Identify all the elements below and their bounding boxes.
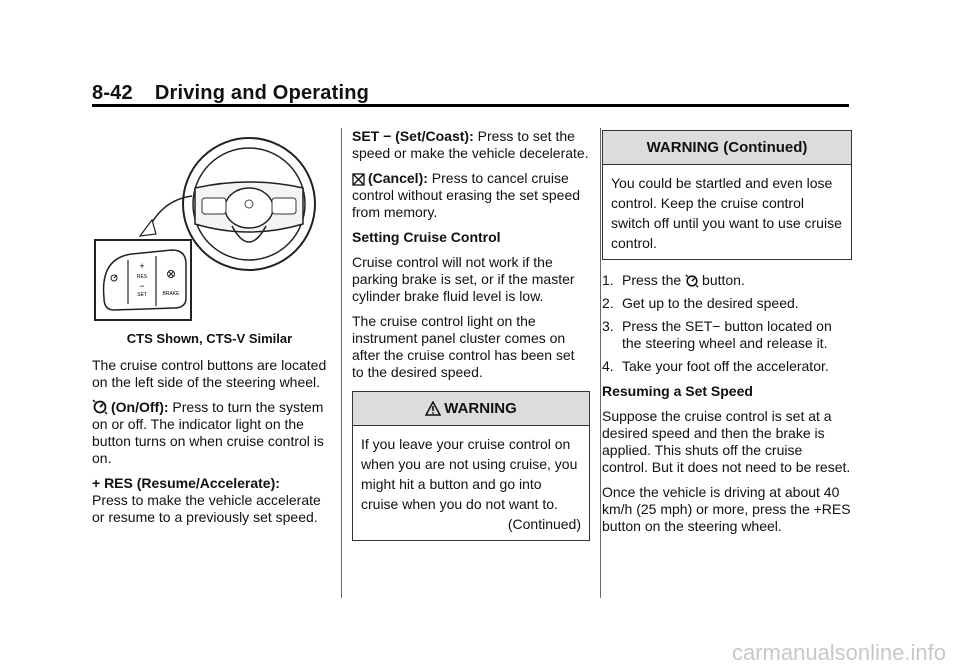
brake-label: BRAKE	[162, 291, 180, 297]
warning-icon	[425, 401, 441, 416]
set-label: SET	[137, 292, 147, 298]
warning-continued-body: You could be startled and even lose control. Keep the cruise control switch off until you want to use cruise control.	[611, 175, 842, 251]
cruise-onoff-icon	[685, 274, 699, 288]
set-paragraph	[352, 128, 590, 162]
step-number: 2.	[602, 295, 614, 311]
onoff-paragraph	[92, 399, 327, 467]
list-item	[602, 358, 852, 375]
step-number: 3.	[602, 318, 614, 334]
column-divider-1	[341, 128, 342, 598]
set-text: Press to set the speed or make the vehicle decelerate.	[352, 128, 589, 161]
warning-body	[353, 426, 589, 540]
steering-wheel-illustration	[92, 128, 327, 324]
warning-continued-box	[602, 130, 852, 260]
resume-paragraph-1: Suppose the cruise control is set at a desired speed and then the brake is applied. This shuts off the cruise control. But it does not need to be reset.	[602, 408, 851, 475]
steering-wheel-drawing	[92, 128, 327, 324]
warning-box	[352, 391, 590, 541]
resume-paragraph-2: Once the vehicle is driving at about 40 km/h (25 mph) or more, press the +RES button on the steering wheel.	[602, 484, 851, 534]
section-title: Driving and Operating	[154, 82, 370, 104]
plus-label: +	[139, 261, 145, 271]
column-2	[352, 128, 590, 553]
step-text-before: Press the	[622, 272, 682, 288]
res-paragraph	[92, 475, 327, 526]
column-3	[602, 128, 852, 543]
cancel-text: Press to cancel cruise control without erasing the set speed from memory.	[352, 170, 581, 220]
set-label-text: SET − (Set/Coast):	[352, 128, 474, 144]
header-rule	[92, 104, 849, 107]
resume-heading: Resuming a Set Speed	[602, 383, 753, 399]
onoff-label: (On/Off):	[111, 399, 169, 415]
warning-continued: (Continued)	[507, 516, 581, 532]
cancel-paragraph	[352, 170, 590, 221]
watermark: carmanualsonline.info	[731, 640, 946, 665]
figure-caption: CTS Shown, CTS-V Similar	[126, 331, 293, 346]
step-text-after: button.	[702, 272, 745, 288]
onoff-text: Press to turn the system on or off. The indicator light on the button turns on when cruise control is on.	[92, 399, 324, 466]
warning-continued-header: WARNING (Continued)	[603, 131, 851, 165]
list-item	[602, 295, 852, 312]
steps-list	[602, 272, 852, 375]
column-divider-2	[600, 128, 601, 598]
setting-paragraph-2: The cruise control light on the instrument panel cluster comes on after the cruise control has been set to the desired speed.	[352, 313, 575, 380]
res-text: Press to make the vehicle accelerate or resume to a previously set speed.	[92, 492, 321, 525]
res-label-text: + RES (Resume/Accelerate):	[92, 475, 280, 491]
warning-title: WARNING	[444, 400, 517, 417]
step-text: Get up to the desired speed.	[622, 295, 799, 311]
step-number: 4.	[602, 358, 614, 374]
setting-heading: Setting Cruise Control	[352, 229, 501, 245]
cancel-label: (Cancel):	[368, 170, 428, 186]
step-text	[622, 272, 745, 289]
warning-text: If you leave your cruise control on when you are not using cruise, you might hit a button and go into cruise when you do not want to.	[361, 436, 578, 512]
step-text: Press the SET− button located on the steering wheel and release it.	[622, 318, 832, 351]
warning-header	[353, 392, 589, 426]
res-label: RES	[136, 274, 148, 280]
page-number: 8-42	[92, 82, 133, 104]
page-header	[92, 82, 369, 105]
list-item	[602, 272, 852, 289]
setting-paragraph-1: Cruise control will not work if the parking brake is set, or if the master cylinder brake fluid level is low.	[352, 254, 575, 304]
step-number: 1.	[602, 272, 614, 288]
column-1	[92, 128, 327, 534]
cruise-onoff-icon	[92, 399, 108, 415]
step-text: Take your foot off the accelerator.	[622, 358, 829, 374]
intro-paragraph: The cruise control buttons are located on the left side of the steering wheel.	[92, 357, 327, 390]
list-item	[602, 318, 852, 352]
cancel-icon	[352, 173, 365, 186]
minus-label: −	[139, 281, 145, 291]
